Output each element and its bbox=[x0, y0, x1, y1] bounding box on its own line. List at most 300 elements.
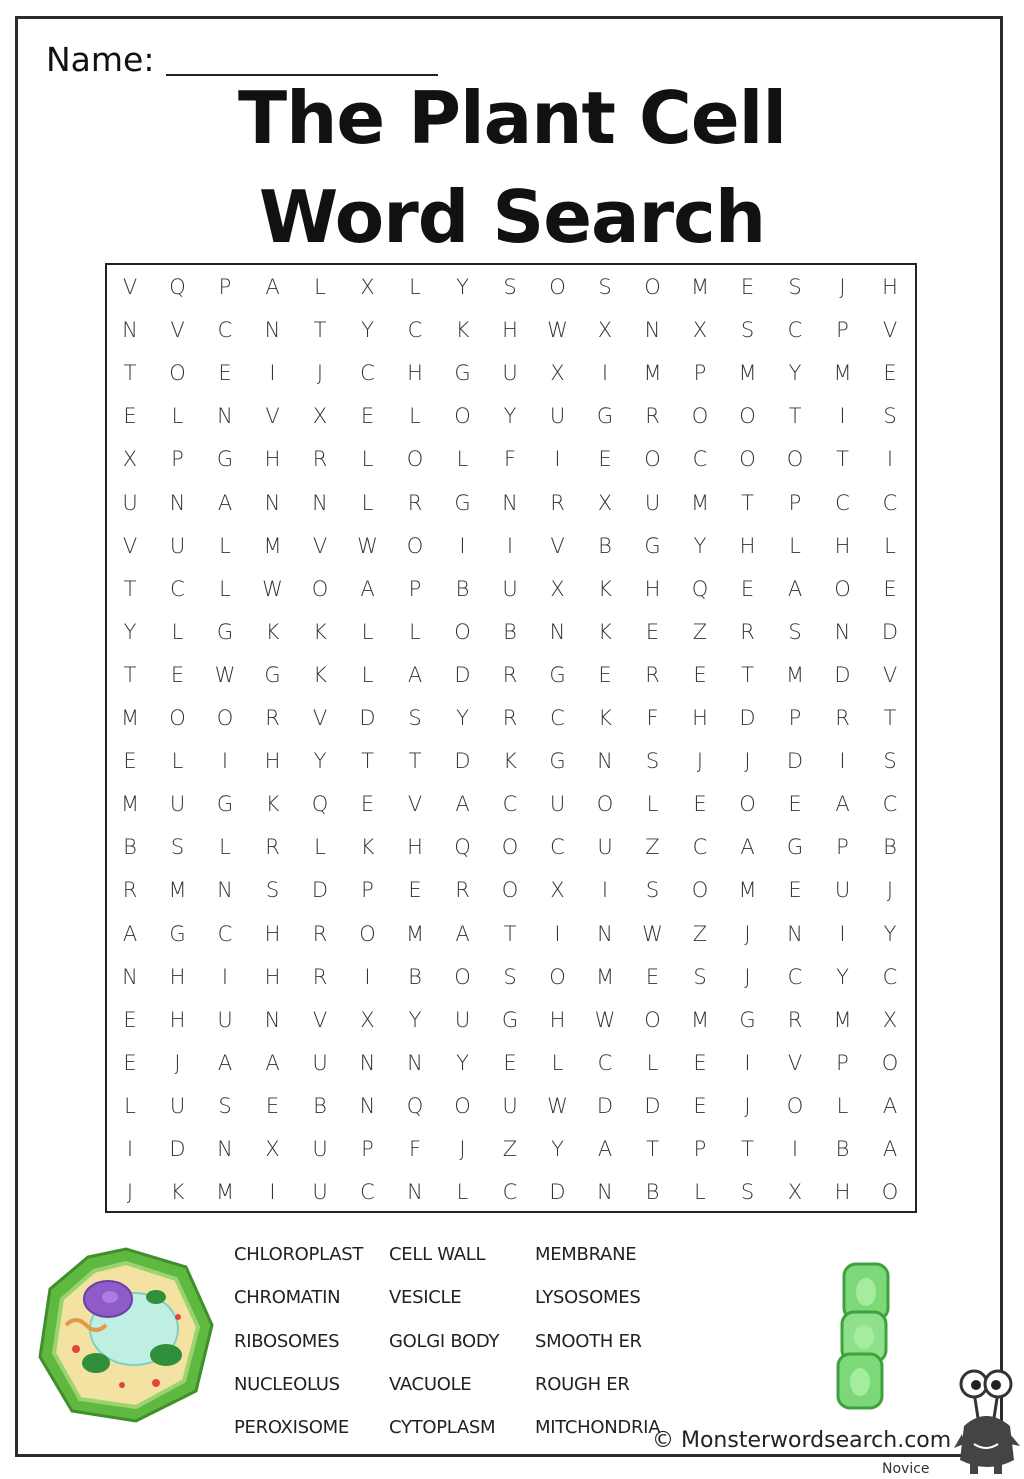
grid-letter[interactable]: H bbox=[644, 576, 661, 601]
grid-letter[interactable]: R bbox=[407, 490, 423, 515]
grid-letter[interactable]: X bbox=[550, 361, 565, 386]
grid-letter[interactable]: P bbox=[408, 576, 422, 601]
grid-letter[interactable]: U bbox=[169, 792, 186, 817]
grid-letter[interactable]: E bbox=[645, 619, 660, 644]
grid-letter[interactable]: O bbox=[644, 275, 661, 299]
grid-letter[interactable]: I bbox=[886, 447, 894, 472]
grid-letter[interactable]: O bbox=[549, 964, 566, 989]
grid-letter[interactable]: L bbox=[409, 275, 421, 299]
grid-letter[interactable]: E bbox=[883, 361, 897, 386]
grid-letter[interactable]: J bbox=[744, 921, 751, 946]
grid-letter[interactable]: W bbox=[547, 1093, 568, 1118]
grid-letter[interactable]: C bbox=[502, 792, 518, 817]
grid-letter[interactable]: X bbox=[122, 447, 138, 472]
grid-letter[interactable]: L bbox=[361, 490, 374, 515]
grid-letter[interactable]: R bbox=[265, 835, 280, 860]
grid-letter[interactable]: G bbox=[501, 1007, 519, 1032]
grid-letter[interactable]: G bbox=[739, 1007, 756, 1032]
grid-letter[interactable]: R bbox=[550, 490, 565, 515]
grid-letter[interactable]: C bbox=[882, 490, 898, 515]
grid-letter[interactable]: L bbox=[646, 1050, 659, 1075]
grid-letter[interactable]: E bbox=[503, 1050, 517, 1075]
grid-letter[interactable]: R bbox=[787, 1007, 803, 1032]
grid-letter[interactable]: N bbox=[644, 318, 661, 343]
grid-letter[interactable]: L bbox=[409, 619, 421, 644]
grid-letter[interactable]: X bbox=[787, 1180, 803, 1205]
grid-letter[interactable]: O bbox=[644, 1007, 661, 1032]
grid-letter[interactable]: G bbox=[596, 404, 614, 429]
grid-letter[interactable]: H bbox=[502, 318, 518, 343]
grid-letter[interactable]: U bbox=[597, 835, 613, 860]
grid-letter[interactable]: N bbox=[264, 490, 281, 515]
grid-letter[interactable]: O bbox=[596, 792, 614, 817]
grid-letter[interactable]: A bbox=[882, 1093, 898, 1118]
grid-letter[interactable]: J bbox=[886, 878, 894, 903]
grid-letter[interactable]: C bbox=[882, 964, 898, 989]
grid-letter[interactable]: O bbox=[454, 964, 471, 989]
grid-letter[interactable]: U bbox=[169, 533, 186, 558]
grid-letter[interactable]: I bbox=[459, 533, 466, 558]
grid-letter[interactable]: K bbox=[598, 576, 612, 601]
grid-letter[interactable]: S bbox=[503, 964, 517, 989]
grid-letter[interactable]: V bbox=[787, 1050, 803, 1075]
grid-letter[interactable]: C bbox=[170, 576, 185, 601]
grid-letter[interactable]: K bbox=[503, 749, 517, 774]
grid-letter[interactable]: T bbox=[503, 921, 517, 946]
grid-letter[interactable]: K bbox=[313, 619, 327, 644]
grid-letter[interactable]: N bbox=[407, 1180, 423, 1205]
grid-letter[interactable]: B bbox=[883, 835, 897, 860]
grid-letter[interactable]: E bbox=[360, 404, 375, 429]
grid-letter[interactable]: H bbox=[407, 361, 423, 386]
grid-letter[interactable]: J bbox=[459, 1137, 466, 1161]
grid-letter[interactable]: O bbox=[644, 447, 661, 472]
grid-letter[interactable]: Y bbox=[456, 706, 469, 730]
grid-letter[interactable]: H bbox=[264, 749, 281, 774]
grid-letter[interactable]: D bbox=[786, 749, 804, 774]
grid-letter[interactable]: P bbox=[218, 275, 232, 299]
grid-letter[interactable]: I bbox=[506, 533, 514, 558]
grid-letter[interactable]: I bbox=[791, 1137, 799, 1161]
grid-letter[interactable]: B bbox=[503, 619, 517, 644]
grid-letter[interactable]: I bbox=[269, 1180, 276, 1205]
grid-letter[interactable]: L bbox=[694, 1180, 706, 1205]
grid-letter[interactable]: W bbox=[547, 318, 568, 343]
grid-letter[interactable]: C bbox=[787, 318, 803, 343]
grid-letter[interactable]: K bbox=[265, 792, 280, 817]
grid-letter[interactable]: T bbox=[741, 490, 754, 515]
grid-letter[interactable]: E bbox=[218, 361, 232, 386]
grid-letter[interactable]: S bbox=[788, 275, 802, 299]
grid-letter[interactable]: Y bbox=[123, 619, 137, 644]
grid-letter[interactable]: N bbox=[407, 1050, 423, 1075]
grid-letter[interactable]: O bbox=[739, 447, 756, 472]
grid-letter[interactable]: R bbox=[835, 706, 850, 730]
grid-letter[interactable]: R bbox=[265, 706, 280, 730]
grid-letter[interactable]: L bbox=[171, 749, 184, 774]
grid-letter[interactable]: E bbox=[170, 662, 185, 687]
grid-letter[interactable]: L bbox=[314, 835, 326, 860]
grid-letter[interactable]: G bbox=[549, 749, 566, 774]
grid-letter[interactable]: P bbox=[836, 835, 849, 860]
grid-letter[interactable]: A bbox=[455, 921, 470, 946]
grid-letter[interactable]: V bbox=[312, 1007, 328, 1032]
grid-letter[interactable]: P bbox=[693, 361, 707, 386]
grid-letter[interactable]: L bbox=[219, 576, 231, 601]
grid-letter[interactable]: L bbox=[789, 533, 801, 558]
grid-letter[interactable]: C bbox=[502, 1180, 518, 1205]
grid-letter[interactable]: Y bbox=[456, 275, 469, 299]
grid-letter[interactable]: S bbox=[740, 318, 755, 343]
grid-letter[interactable]: N bbox=[169, 490, 186, 515]
grid-letter[interactable]: X bbox=[597, 318, 613, 343]
grid-letter[interactable]: I bbox=[601, 878, 609, 903]
grid-letter[interactable]: Y bbox=[836, 964, 849, 989]
grid-letter[interactable]: O bbox=[311, 576, 329, 601]
grid-letter[interactable]: N bbox=[597, 921, 613, 946]
grid-letter[interactable]: K bbox=[313, 662, 327, 687]
grid-letter[interactable]: S bbox=[693, 964, 707, 989]
grid-letter[interactable]: N bbox=[217, 1137, 233, 1161]
grid-letter[interactable]: D bbox=[644, 1093, 661, 1118]
grid-letter[interactable]: Z bbox=[502, 1137, 518, 1161]
grid-letter[interactable]: E bbox=[883, 576, 897, 601]
grid-letter[interactable]: L bbox=[219, 533, 231, 558]
grid-letter[interactable]: Y bbox=[503, 404, 517, 429]
grid-letter[interactable]: N bbox=[264, 1007, 281, 1032]
grid-letter[interactable]: Y bbox=[313, 749, 327, 774]
grid-letter[interactable]: G bbox=[454, 490, 471, 515]
grid-letter[interactable]: A bbox=[597, 1137, 613, 1161]
grid-letter[interactable]: N bbox=[312, 490, 328, 515]
grid-letter[interactable]: Q bbox=[406, 1093, 424, 1118]
grid-letter[interactable]: P bbox=[836, 1050, 849, 1075]
grid-letter[interactable]: L bbox=[884, 533, 896, 558]
grid-letter[interactable]: W bbox=[214, 662, 236, 687]
grid-letter[interactable]: V bbox=[407, 792, 423, 817]
grid-letter[interactable]: L bbox=[124, 1093, 136, 1118]
grid-letter[interactable]: R bbox=[455, 878, 470, 903]
grid-letter[interactable]: B bbox=[313, 1093, 327, 1118]
grid-letter[interactable]: O bbox=[454, 404, 471, 429]
grid-letter[interactable]: J bbox=[174, 1050, 181, 1075]
grid-letter[interactable]: D bbox=[549, 1180, 566, 1205]
grid-letter[interactable]: Y bbox=[788, 361, 802, 386]
grid-letter[interactable]: I bbox=[839, 749, 846, 774]
grid-letter[interactable]: O bbox=[454, 1093, 471, 1118]
grid-letter[interactable]: T bbox=[313, 318, 327, 343]
grid-letter[interactable]: E bbox=[693, 1093, 707, 1118]
grid-letter[interactable]: C bbox=[882, 792, 898, 817]
grid-letter[interactable]: A bbox=[407, 662, 423, 687]
grid-letter[interactable]: L bbox=[361, 619, 374, 644]
grid-letter[interactable]: V bbox=[170, 318, 185, 343]
grid-letter[interactable]: A bbox=[360, 576, 375, 601]
grid-letter[interactable]: N bbox=[122, 318, 138, 343]
grid-letter[interactable]: X bbox=[550, 576, 565, 601]
grid-letter[interactable]: C bbox=[597, 1050, 613, 1075]
grid-letter[interactable]: L bbox=[171, 619, 184, 644]
grid-letter[interactable]: S bbox=[645, 878, 660, 903]
grid-letter[interactable]: Q bbox=[311, 792, 329, 817]
grid-letter[interactable]: K bbox=[598, 619, 612, 644]
grid-letter[interactable]: M bbox=[833, 361, 852, 386]
grid-letter[interactable]: E bbox=[123, 1007, 137, 1032]
grid-letter[interactable]: O bbox=[881, 1180, 899, 1205]
grid-letter[interactable]: U bbox=[312, 1180, 328, 1205]
grid-letter[interactable]: V bbox=[122, 275, 138, 299]
grid-letter[interactable]: R bbox=[312, 921, 328, 946]
grid-letter[interactable]: L bbox=[171, 404, 184, 429]
grid-letter[interactable]: G bbox=[216, 447, 234, 472]
grid-letter[interactable]: I bbox=[601, 361, 609, 386]
grid-letter[interactable]: G bbox=[786, 835, 804, 860]
grid-letter[interactable]: C bbox=[217, 318, 233, 343]
grid-letter[interactable]: S bbox=[503, 275, 517, 299]
grid-letter[interactable]: Z bbox=[692, 619, 708, 644]
grid-letter[interactable]: S bbox=[265, 878, 280, 903]
grid-letter[interactable]: N bbox=[834, 619, 851, 644]
grid-letter[interactable]: H bbox=[834, 1180, 851, 1205]
grid-letter[interactable]: I bbox=[221, 964, 229, 989]
grid-letter[interactable]: B bbox=[598, 533, 612, 558]
grid-letter[interactable]: C bbox=[692, 447, 708, 472]
grid-letter[interactable]: J bbox=[696, 749, 704, 774]
grid-letter[interactable]: M bbox=[690, 275, 710, 299]
grid-letter[interactable]: I bbox=[126, 1137, 134, 1161]
grid-letter[interactable]: X bbox=[360, 1007, 375, 1032]
grid-letter[interactable]: E bbox=[693, 792, 707, 817]
grid-letter[interactable]: Z bbox=[645, 835, 660, 860]
grid-letter[interactable]: M bbox=[263, 533, 282, 558]
grid-letter[interactable]: Z bbox=[692, 921, 708, 946]
grid-letter[interactable]: P bbox=[361, 878, 374, 903]
grid-letter[interactable]: H bbox=[264, 921, 281, 946]
grid-letter[interactable]: X bbox=[360, 275, 375, 299]
grid-letter[interactable]: I bbox=[554, 447, 561, 472]
grid-letter[interactable]: S bbox=[170, 835, 185, 860]
grid-letter[interactable]: K bbox=[455, 318, 470, 343]
grid-letter[interactable]: M bbox=[595, 964, 615, 989]
grid-letter[interactable]: U bbox=[122, 490, 138, 515]
grid-letter[interactable]: R bbox=[312, 964, 328, 989]
grid-letter[interactable]: N bbox=[549, 619, 566, 644]
grid-letter[interactable]: N bbox=[359, 1093, 376, 1118]
grid-letter[interactable]: L bbox=[361, 662, 374, 687]
grid-letter[interactable]: A bbox=[835, 792, 850, 817]
grid-letter[interactable]: O bbox=[359, 921, 376, 946]
grid-letter[interactable]: I bbox=[744, 1050, 751, 1075]
grid-letter[interactable]: A bbox=[122, 921, 138, 946]
grid-letter[interactable]: A bbox=[217, 490, 233, 515]
grid-letter[interactable]: T bbox=[741, 1137, 754, 1161]
grid-letter[interactable]: L bbox=[551, 1050, 564, 1075]
grid-letter[interactable]: R bbox=[312, 447, 328, 472]
grid-letter[interactable]: L bbox=[836, 1093, 849, 1118]
grid-letter[interactable]: M bbox=[405, 921, 425, 946]
grid-letter[interactable]: E bbox=[123, 749, 137, 774]
grid-letter[interactable]: W bbox=[262, 576, 283, 601]
grid-letter[interactable]: E bbox=[788, 792, 802, 817]
grid-letter[interactable]: U bbox=[834, 878, 851, 903]
grid-letter[interactable]: D bbox=[454, 662, 471, 687]
grid-letter[interactable]: X bbox=[882, 1007, 898, 1032]
grid-letter[interactable]: B bbox=[123, 835, 137, 860]
grid-letter[interactable]: J bbox=[744, 964, 751, 989]
grid-letter[interactable]: M bbox=[785, 662, 805, 687]
grid-letter[interactable]: H bbox=[692, 706, 708, 730]
grid-letter[interactable]: H bbox=[169, 1007, 186, 1032]
grid-letter[interactable]: I bbox=[221, 749, 229, 774]
grid-letter[interactable]: L bbox=[361, 447, 374, 472]
grid-letter[interactable]: D bbox=[454, 749, 471, 774]
grid-letter[interactable]: G bbox=[549, 662, 566, 687]
grid-letter[interactable]: B bbox=[835, 1137, 850, 1161]
grid-letter[interactable]: E bbox=[740, 576, 755, 601]
grid-letter[interactable]: X bbox=[265, 1137, 280, 1161]
grid-letter[interactable]: V bbox=[550, 533, 565, 558]
grid-letter[interactable]: E bbox=[598, 662, 612, 687]
grid-letter[interactable]: M bbox=[120, 792, 140, 817]
grid-letter[interactable]: Q bbox=[169, 275, 186, 299]
grid-letter[interactable]: G bbox=[454, 361, 471, 386]
grid-letter[interactable]: A bbox=[217, 1050, 233, 1075]
grid-letter[interactable]: T bbox=[646, 1137, 659, 1161]
grid-letter[interactable]: O bbox=[739, 404, 756, 429]
grid-letter[interactable]: A bbox=[265, 1050, 280, 1075]
grid-letter[interactable]: U bbox=[502, 1093, 518, 1118]
grid-letter[interactable]: O bbox=[454, 619, 471, 644]
grid-letter[interactable]: A bbox=[882, 1137, 898, 1161]
grid-letter[interactable]: F bbox=[503, 447, 517, 472]
grid-letter[interactable]: K bbox=[360, 835, 375, 860]
grid-letter[interactable]: O bbox=[169, 361, 186, 386]
grid-letter[interactable]: O bbox=[406, 447, 424, 472]
grid-letter[interactable]: N bbox=[217, 878, 233, 903]
grid-letter[interactable]: T bbox=[741, 662, 754, 687]
grid-letter[interactable]: J bbox=[839, 275, 846, 299]
grid-letter[interactable]: U bbox=[549, 404, 566, 429]
grid-letter[interactable]: U bbox=[217, 1007, 233, 1032]
grid-letter[interactable]: H bbox=[169, 964, 186, 989]
grid-letter[interactable]: S bbox=[883, 404, 897, 429]
grid-letter[interactable]: L bbox=[314, 275, 326, 299]
grid-letter[interactable]: U bbox=[644, 490, 661, 515]
grid-letter[interactable]: W bbox=[357, 533, 378, 558]
grid-letter[interactable]: U bbox=[169, 1093, 186, 1118]
grid-letter[interactable]: E bbox=[360, 792, 375, 817]
grid-letter[interactable]: C bbox=[217, 921, 233, 946]
grid-letter[interactable]: D bbox=[881, 619, 899, 644]
grid-letter[interactable]: J bbox=[126, 1180, 134, 1205]
grid-letter[interactable]: N bbox=[217, 404, 233, 429]
grid-letter[interactable]: B bbox=[645, 1180, 660, 1205]
grid-letter[interactable]: O bbox=[786, 447, 804, 472]
grid-letter[interactable]: P bbox=[171, 447, 184, 472]
grid-letter[interactable]: N bbox=[359, 1050, 376, 1075]
grid-letter[interactable]: S bbox=[740, 1180, 755, 1205]
grid-letter[interactable]: S bbox=[883, 749, 897, 774]
grid-letter[interactable]: U bbox=[549, 792, 566, 817]
grid-letter[interactable]: S bbox=[788, 619, 802, 644]
grid-letter[interactable]: X bbox=[692, 318, 708, 343]
grid-letter[interactable]: I bbox=[269, 361, 276, 386]
grid-letter[interactable]: I bbox=[839, 921, 846, 946]
grid-letter[interactable]: O bbox=[549, 275, 566, 299]
grid-letter[interactable]: P bbox=[836, 318, 849, 343]
grid-letter[interactable]: M bbox=[833, 1007, 852, 1032]
grid-letter[interactable]: S bbox=[598, 275, 612, 299]
grid-letter[interactable]: J bbox=[744, 1093, 751, 1118]
grid-letter[interactable]: S bbox=[645, 749, 660, 774]
grid-letter[interactable]: U bbox=[312, 1137, 328, 1161]
grid-letter[interactable]: O bbox=[691, 404, 709, 429]
grid-letter[interactable]: H bbox=[882, 275, 898, 299]
grid-letter[interactable]: R bbox=[740, 619, 755, 644]
grid-letter[interactable]: V bbox=[882, 662, 898, 687]
grid-letter[interactable]: U bbox=[312, 1050, 328, 1075]
grid-letter[interactable]: H bbox=[264, 964, 281, 989]
grid-letter[interactable]: P bbox=[788, 490, 802, 515]
grid-letter[interactable]: L bbox=[646, 792, 659, 817]
grid-letter[interactable]: Y bbox=[361, 318, 374, 343]
grid-letter[interactable]: E bbox=[788, 878, 802, 903]
grid-letter[interactable]: H bbox=[407, 835, 423, 860]
grid-letter[interactable]: Y bbox=[551, 1137, 564, 1161]
grid-letter[interactable]: O bbox=[501, 835, 519, 860]
grid-letter[interactable]: V bbox=[122, 533, 138, 558]
grid-letter[interactable]: A bbox=[455, 792, 470, 817]
grid-letter[interactable]: V bbox=[265, 404, 280, 429]
grid-letter[interactable]: R bbox=[122, 878, 138, 903]
grid-letter[interactable]: J bbox=[744, 749, 751, 774]
grid-letter[interactable]: U bbox=[502, 361, 518, 386]
grid-letter[interactable]: K bbox=[170, 1180, 185, 1205]
grid-letter[interactable]: E bbox=[740, 275, 755, 299]
grid-letter[interactable]: O bbox=[169, 706, 186, 730]
grid-letter[interactable]: R bbox=[645, 662, 660, 687]
grid-letter[interactable]: F bbox=[408, 1137, 422, 1161]
grid-letter[interactable]: O bbox=[216, 706, 234, 730]
grid-letter[interactable]: E bbox=[598, 447, 612, 472]
grid-letter[interactable]: H bbox=[739, 533, 756, 558]
grid-letter[interactable]: G bbox=[644, 533, 661, 558]
grid-letter[interactable]: Y bbox=[456, 1050, 469, 1075]
grid-letter[interactable]: N bbox=[597, 1180, 613, 1205]
grid-letter[interactable]: G bbox=[216, 619, 234, 644]
grid-letter[interactable]: X bbox=[550, 878, 565, 903]
grid-letter[interactable]: C bbox=[692, 835, 708, 860]
grid-letter[interactable]: I bbox=[554, 921, 561, 946]
grid-letter[interactable]: C bbox=[407, 318, 423, 343]
grid-letter[interactable]: G bbox=[216, 792, 234, 817]
grid-letter[interactable]: S bbox=[218, 1093, 232, 1118]
grid-letter[interactable]: O bbox=[406, 533, 424, 558]
grid-letter[interactable]: Y bbox=[693, 533, 707, 558]
grid-letter[interactable]: G bbox=[169, 921, 186, 946]
grid-letter[interactable]: C bbox=[835, 490, 850, 515]
grid-letter[interactable]: E bbox=[693, 1050, 707, 1075]
grid-letter[interactable]: M bbox=[643, 361, 662, 386]
grid-letter[interactable]: E bbox=[693, 662, 707, 687]
grid-letter[interactable]: M bbox=[738, 878, 757, 903]
grid-letter[interactable]: O bbox=[786, 1093, 804, 1118]
grid-letter[interactable]: L bbox=[219, 835, 231, 860]
grid-letter[interactable]: N bbox=[264, 318, 281, 343]
grid-letter[interactable]: T bbox=[361, 749, 374, 774]
grid-letter[interactable]: X bbox=[597, 490, 613, 515]
grid-letter[interactable]: T bbox=[123, 662, 137, 687]
